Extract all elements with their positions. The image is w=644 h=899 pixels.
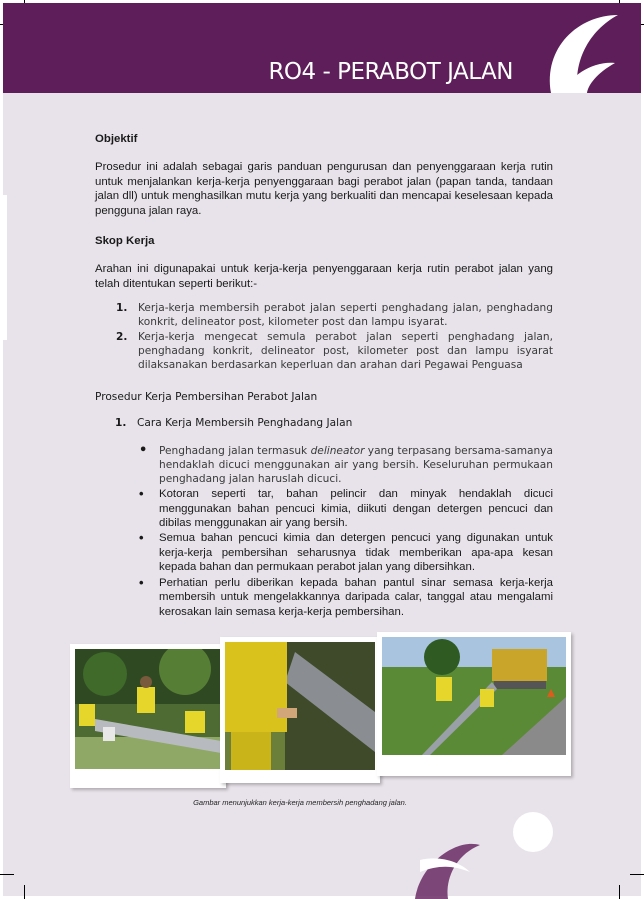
sub-heading bbox=[95, 416, 553, 430]
section-heading-skop: Skop Kerja bbox=[95, 235, 155, 248]
sub-heading-number: 1. bbox=[115, 417, 127, 430]
section-heading-prosedur: Prosedur Kerja Pembersihan Perabot Jalan bbox=[95, 391, 318, 404]
bullet-icon: • bbox=[139, 486, 144, 502]
bullet-text: Penghadang jalan termasuk bbox=[159, 445, 311, 458]
bullet-text: Perhatian perlu diberikan kepada bahan pantul sinar semasa kerja-kerja membersih untuk mengelakkannya daripada calar, tanggal atau mengalami kerosakan lain semasa kerja-kerja pembersihan. bbox=[159, 576, 553, 618]
objektif-paragraph: Prosedur ini adalah sebagai garis panduan pengurusan dan penyenggaraan kerja rutin untuk menjalankan kerja-kerja penyenggaraan bagi perabot jalan (papan tanda, tandaan jalan dll) untuk menghasilkan mutu kerja yang berkualiti dan mencapai keselesaan kepada pengguna jalan raya. bbox=[95, 161, 553, 217]
bullet-icon: • bbox=[139, 574, 144, 590]
list-item bbox=[95, 301, 553, 329]
page-title: RO4 - PERABOT JALAN bbox=[268, 59, 513, 85]
bullet-item bbox=[95, 444, 553, 486]
bullet-item bbox=[95, 487, 553, 530]
item-number: 1. bbox=[116, 302, 128, 315]
figure-caption: Gambar menunjukkan kerja-kerja membersih penghadang jalan. bbox=[193, 798, 407, 807]
photo-closeup-cleaning bbox=[225, 642, 375, 770]
document-body bbox=[95, 132, 553, 619]
decorative-swoosh-icon bbox=[0, 800, 644, 899]
list-item bbox=[95, 330, 553, 372]
bullet-text: yang terpasang bersama-samanya hendaklah dicuci menggunakan air yang bersih. Keseluruhan permukaan penghadang jalan haruslah dicuci. bbox=[159, 445, 553, 486]
bullet-text: Kotoran seperti tar, bahan pelincir dan minyak hendaklah dicuci menggunakan bahan pencuci kimia, diikuti dengan detergen pencuci dan dibilas menggunakan air yang bersih. bbox=[159, 488, 553, 530]
item-number: 2. bbox=[116, 331, 128, 344]
sub-heading-text: Cara Kerja Membersih Penghadang Jalan bbox=[137, 417, 353, 430]
item-text: Kerja-kerja mengecat semula perabot jalan seperti penghadang jalan, penghadang konkrit, delineator post, kilometer post dan lampu isyarat dilaksanakan berdasarkan keperluan dan arahan dari Pegawai Penguasa bbox=[138, 331, 553, 372]
photo-roadside-truck bbox=[382, 637, 566, 755]
side-tab-marker bbox=[3, 195, 7, 340]
skop-intro: Arahan ini digunapakai untuk kerja-kerja penyenggaraan kerja rutin perabot jalan yang telah ditentukan seperti berikut:- bbox=[95, 263, 553, 290]
bullet-item bbox=[95, 531, 553, 574]
photo-frame bbox=[220, 637, 380, 783]
bullet-item bbox=[95, 576, 553, 619]
item-text: Kerja-kerja membersih perabot jalan seperti penghadang jalan, penghadang konkrit, delineator post, kilometer post dan lampu isyarat. bbox=[138, 302, 553, 329]
bullet-icon: • bbox=[139, 530, 144, 546]
bullet-icon: • bbox=[139, 443, 148, 459]
photo-frame bbox=[70, 644, 226, 788]
section-heading-objektif: Objektif bbox=[95, 133, 138, 145]
bullet-text: Semua bahan pencuci kimia dan detergen pencuci yang digunakan untuk kerja-kerja pembersihan seharusnya tidak memberikan apa-apa kesan kepada bahan dan permukaan perabot jalan yang dibersihkan. bbox=[159, 532, 553, 574]
header-band bbox=[3, 3, 641, 93]
photo-frame bbox=[377, 632, 571, 776]
bullet-emphasis: delineator bbox=[310, 445, 365, 458]
photo-workers-cleaning-guardrail bbox=[75, 649, 221, 769]
